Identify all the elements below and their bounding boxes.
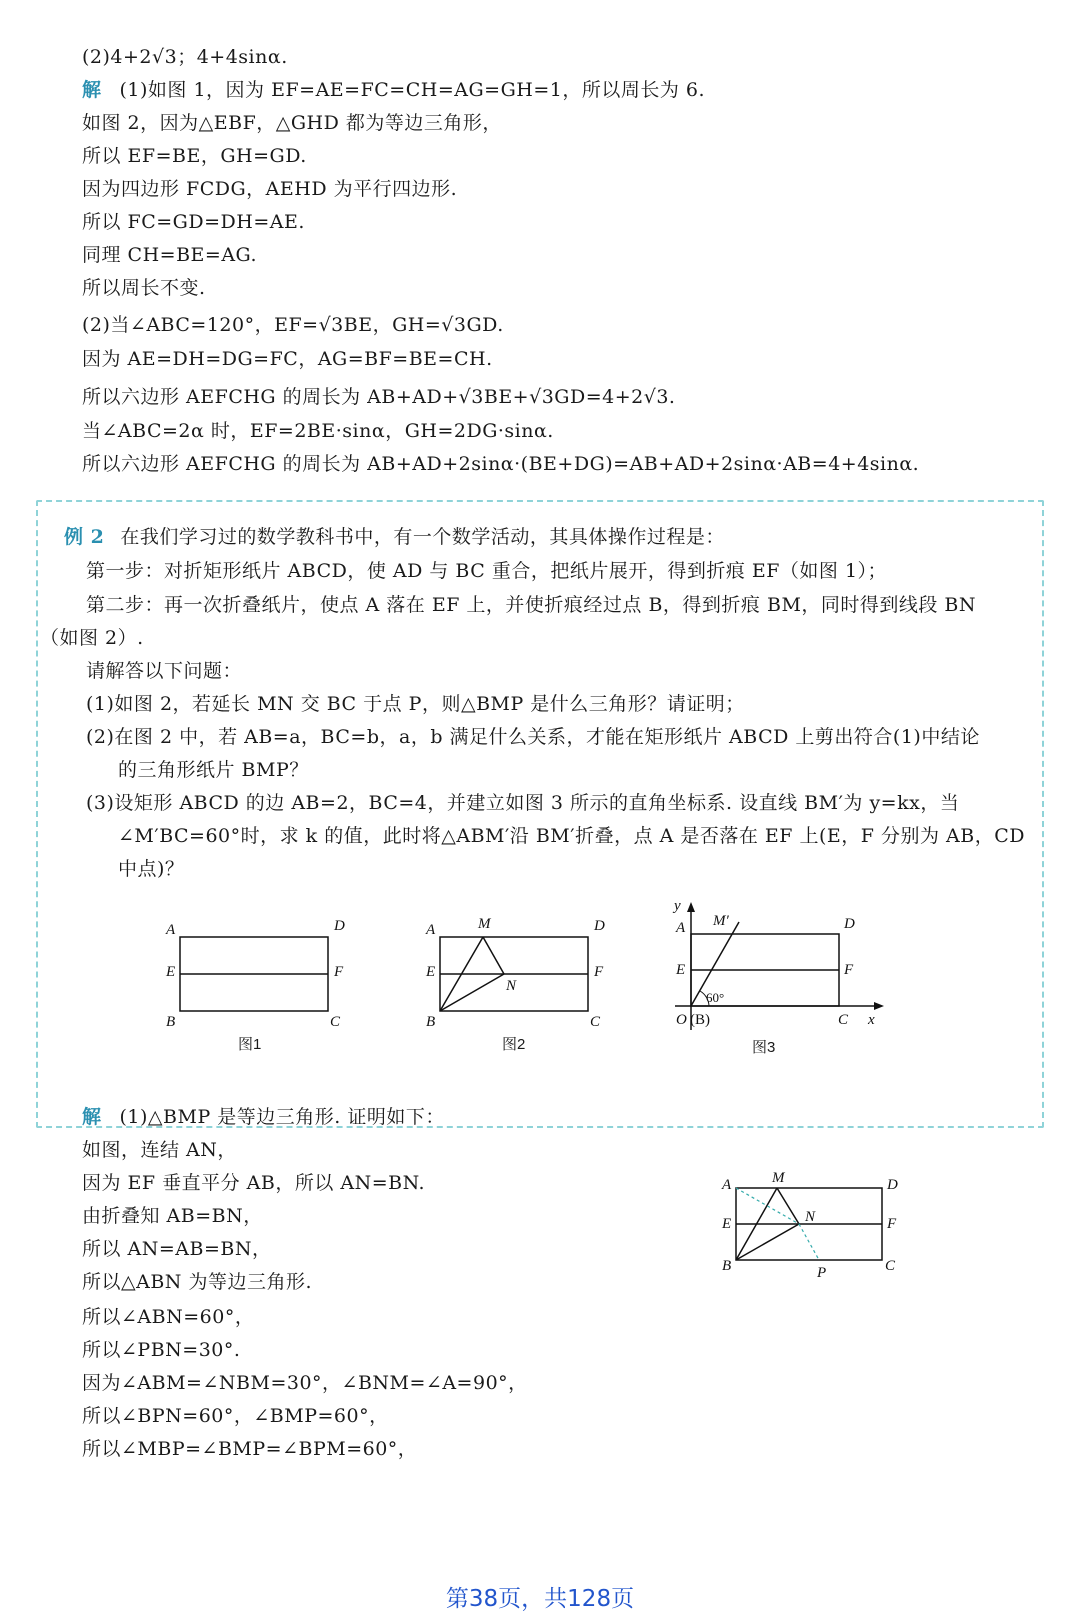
solution-text: (1)如图 1，因为 EF=AE=FC=CH=AG=GH=1，所以周长为 6. bbox=[119, 79, 705, 101]
solution-line: 所以∠BPN=60°，∠BMP=60°， bbox=[82, 1405, 389, 1427]
label-E: E bbox=[722, 1216, 732, 1232]
label-E: E bbox=[166, 964, 176, 980]
solution-line: 所以 EF=BE，GH=GD. bbox=[82, 145, 307, 167]
example-line: 请解答以下问题： bbox=[86, 660, 243, 682]
figure-2-caption: 图2 bbox=[502, 1036, 526, 1053]
label-C: C bbox=[838, 1012, 849, 1028]
solution-line: 因为四边形 FCDG，AEHD 为平行四边形. bbox=[82, 178, 458, 200]
solution-line: 所以 AN=AB=BN， bbox=[82, 1238, 272, 1260]
solution-text: (1)△BMP 是等边三角形. 证明如下： bbox=[119, 1106, 445, 1128]
label-Mprime: M′ bbox=[713, 913, 729, 929]
label-D: D bbox=[844, 916, 855, 932]
example-line: (1)如图 2，若延长 MN 交 BC 于点 P，则△BMP 是什么三角形？请证明； bbox=[86, 693, 745, 715]
example-line: 的三角形纸片 BMP？ bbox=[118, 759, 309, 781]
solution-line: 因为∠ABM=∠NBM=30°，∠BNM=∠A=90°， bbox=[82, 1372, 528, 1394]
answer-line: (2)4+2√3；4+4sinα. bbox=[82, 46, 288, 68]
solution-line bbox=[82, 77, 705, 103]
label-C: C bbox=[590, 1014, 601, 1030]
label-B: B bbox=[166, 1014, 176, 1030]
label-E: E bbox=[676, 962, 686, 978]
solution-line: 因为 EF 垂直平分 AB，所以 AN=BN. bbox=[82, 1172, 426, 1194]
solution-line: 如图 2，因为△EBF，△GHD 都为等边三角形， bbox=[82, 112, 502, 134]
label-F: F bbox=[844, 962, 854, 978]
label-A: A bbox=[426, 922, 436, 938]
solution-line: 同理 CH=BE=AG. bbox=[82, 244, 258, 266]
solution-line: 所以△ABN 为等边三角形. bbox=[82, 1271, 312, 1293]
example-line: (3)设矩形 ABCD 的边 AB=2，BC=4，并建立如图 3 所示的直角坐标系. 设直线 BM′为 y=kx，当 bbox=[86, 792, 960, 814]
solution-label: 解 bbox=[82, 1106, 102, 1128]
label-F: F bbox=[594, 964, 604, 980]
label-A: A bbox=[722, 1177, 732, 1193]
label-OB: (B) bbox=[690, 1012, 710, 1028]
example-line: （如图 2）. bbox=[40, 627, 144, 649]
label-F: F bbox=[334, 964, 344, 980]
label-N: N bbox=[506, 978, 517, 994]
example-line: 第二步：再一次折叠纸片，使点 A 落在 EF 上，并使折痕经过点 B，得到折痕 BM，同时得到线段 BN bbox=[86, 594, 977, 616]
label-D: D bbox=[594, 918, 605, 934]
example-line: ∠M′BC=60°时，求 k 的值，此时将△ABM′沿 BM′折叠，点 A 是否落在 EF 上(E，F 分别为 AB，CD bbox=[118, 825, 1025, 847]
label-N: N bbox=[805, 1209, 816, 1225]
label-y: y bbox=[674, 900, 681, 914]
solution-line: 所以∠ABN=60°， bbox=[82, 1306, 255, 1328]
label-M: M bbox=[478, 916, 491, 932]
solution-line: 所以六边形 AEFCHG 的周长为 AB+AD+2sinα·(BE+DG)=AB+AD+2sinα·AB=4+4sinα. bbox=[82, 453, 920, 475]
solution-line: 因为 AE=DH=DG=FC，AG=BF=BE=CH. bbox=[82, 348, 493, 370]
solution-line: 所以 FC=GD=DH=AE. bbox=[82, 211, 305, 233]
solution-label: 解 bbox=[82, 79, 102, 101]
label-P: P bbox=[817, 1265, 827, 1281]
figure-1 bbox=[165, 918, 345, 1030]
solution-line: 由折叠知 AB=BN， bbox=[82, 1205, 263, 1227]
label-A: A bbox=[166, 922, 176, 938]
solution-line: 所以∠MBP=∠BMP=∠BPM=60°， bbox=[82, 1438, 418, 1460]
example-line: 中点)？ bbox=[118, 858, 185, 880]
figure-1-caption: 图1 bbox=[238, 1036, 262, 1053]
solution-line bbox=[82, 1104, 445, 1130]
figure-3-caption: 图3 bbox=[752, 1039, 776, 1056]
label-C: C bbox=[885, 1258, 896, 1274]
solution-line: 所以∠PBN=30°. bbox=[82, 1339, 241, 1361]
solution-line: (2)当∠ABC=120°，EF=√3BE，GH=√3GD. bbox=[82, 314, 504, 336]
solution-figure bbox=[715, 1165, 915, 1290]
solution-line: 所以六边形 AEFCHG 的周长为 AB+AD+√3BE+√3GD=4+2√3. bbox=[82, 386, 676, 408]
label-O: O bbox=[676, 1012, 687, 1028]
example-line: 第一步：对折矩形纸片 ABCD，使 AD 与 BC 重合，把纸片展开，得到折痕 EF（如图 1）； bbox=[86, 560, 888, 582]
label-A: A bbox=[676, 920, 686, 936]
example-text: 在我们学习过的数学教科书中，有一个数学活动，其具体操作过程是： bbox=[120, 526, 725, 548]
example-figures bbox=[150, 900, 910, 1080]
label-B: B bbox=[722, 1258, 732, 1274]
label-D: D bbox=[334, 918, 345, 934]
label-x: x bbox=[868, 1012, 875, 1028]
solution-line: 当∠ABC=2α 时，EF=2BE·sinα，GH=2DG·sinα. bbox=[82, 420, 554, 442]
label-E: E bbox=[426, 964, 436, 980]
figure-2 bbox=[425, 916, 605, 1030]
label-D: D bbox=[887, 1177, 898, 1193]
label-M: M bbox=[772, 1170, 785, 1186]
label-angle: 60° bbox=[706, 990, 725, 1005]
label-C: C bbox=[330, 1014, 341, 1030]
label-F: F bbox=[887, 1216, 897, 1232]
example-line: (2)在图 2 中，若 AB=a，BC=b，a，b 满足什么关系，才能在矩形纸片 ABCD 上剪出符合(1)中结论 bbox=[86, 726, 980, 748]
solution-line: 如图，连结 AN， bbox=[82, 1139, 237, 1161]
label-B: B bbox=[426, 1014, 436, 1030]
page-footer: 第38页，共128页 bbox=[445, 1586, 635, 1612]
example-line bbox=[64, 524, 725, 550]
figure-3 bbox=[672, 900, 884, 1030]
example-label: 例 2 bbox=[64, 526, 105, 548]
solution-line: 所以周长不变. bbox=[82, 277, 206, 299]
